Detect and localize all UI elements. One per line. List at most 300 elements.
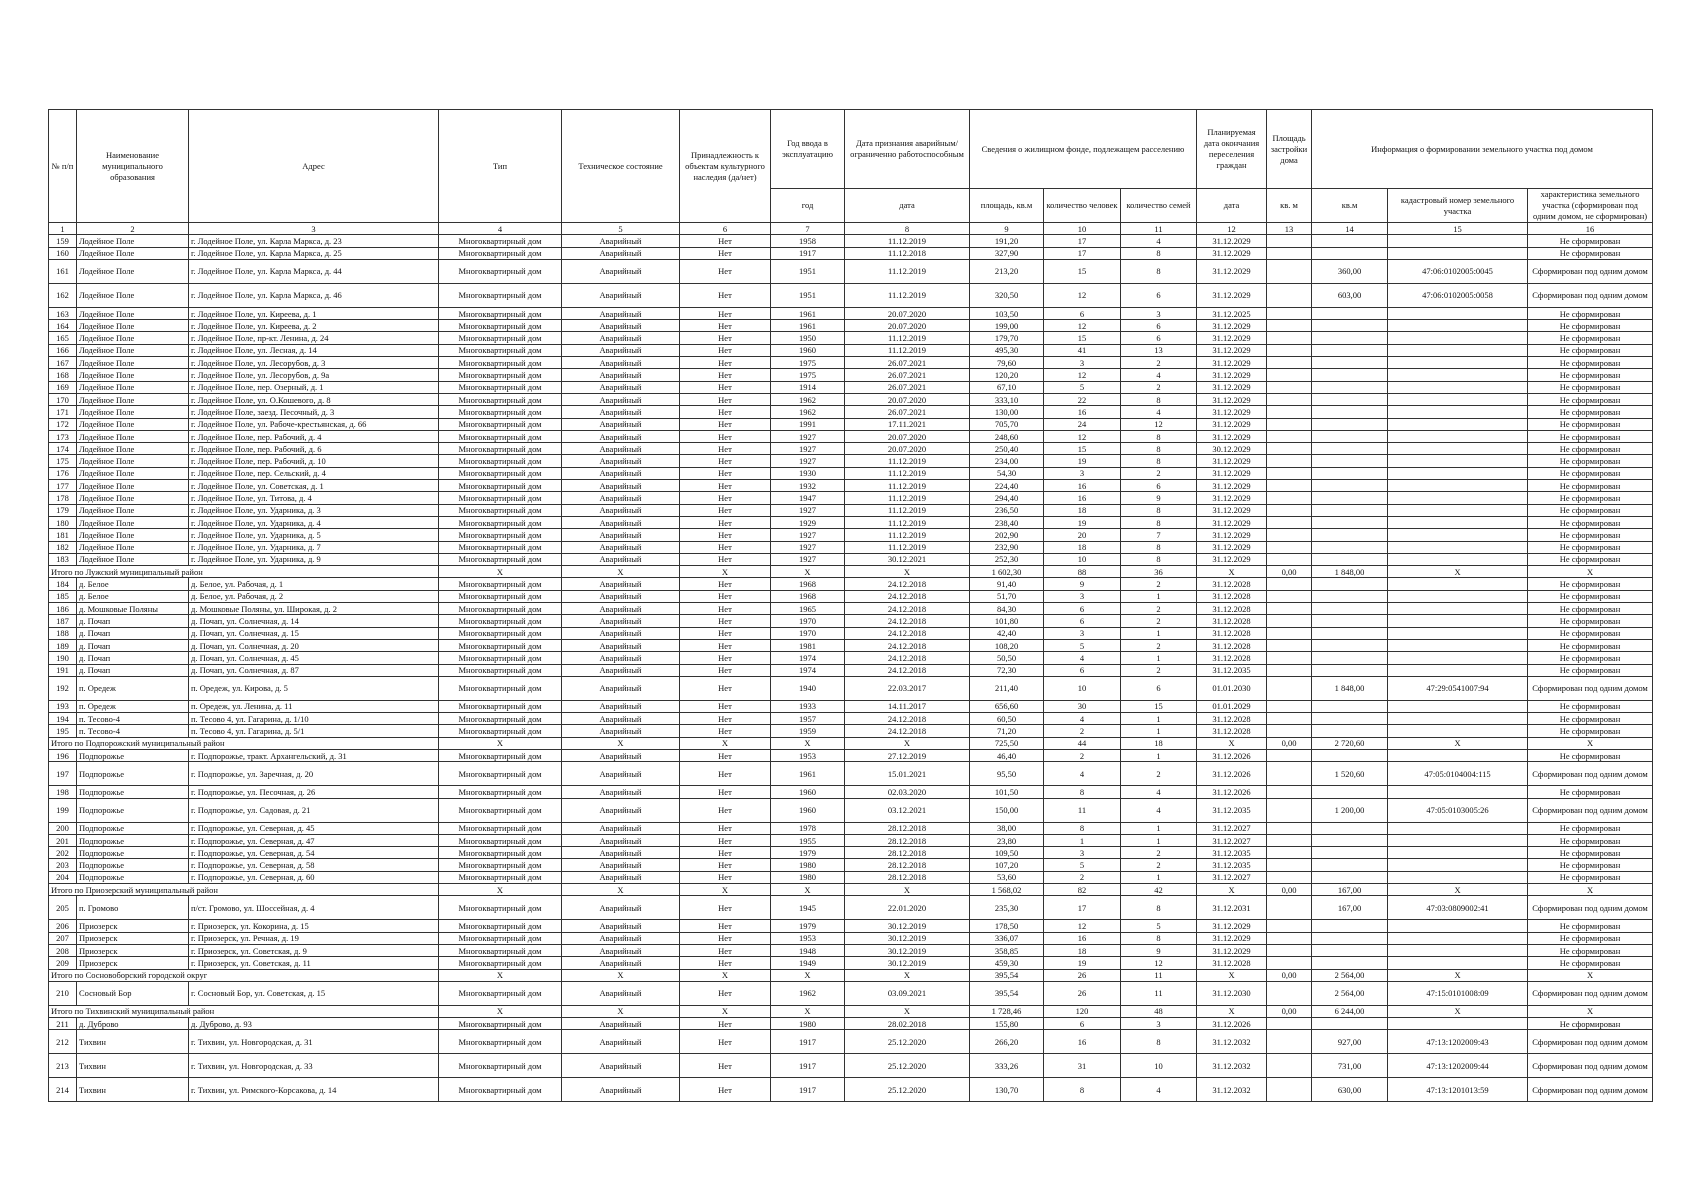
table-cell: 208 bbox=[49, 944, 77, 956]
table-cell: 1965 bbox=[771, 603, 845, 615]
table-cell bbox=[1388, 307, 1528, 319]
table-cell bbox=[1267, 590, 1312, 602]
table-cell: Не сформирован bbox=[1528, 957, 1653, 969]
table-cell: 11.12.2019 bbox=[845, 332, 970, 344]
table-cell: Сформирован под одним домом bbox=[1528, 798, 1653, 822]
table-cell: 1981 bbox=[771, 639, 845, 651]
table-row bbox=[49, 480, 1653, 492]
table-cell bbox=[1388, 344, 1528, 356]
table-cell: 47:05:0103005:26 bbox=[1388, 798, 1528, 822]
table-cell: Нет bbox=[680, 320, 771, 332]
table-cell: д. Белое, ул. Рабочая, д. 1 bbox=[189, 578, 439, 590]
table-cell bbox=[1388, 786, 1528, 798]
table-cell: Не сформирован bbox=[1528, 822, 1653, 834]
table-cell: 31.12.2029 bbox=[1197, 369, 1267, 381]
table-cell: 47:05:0104004:115 bbox=[1388, 762, 1528, 786]
table-cell: 22.01.2020 bbox=[845, 896, 970, 920]
table-cell: 1975 bbox=[771, 357, 845, 369]
table-cell: X bbox=[1197, 884, 1267, 896]
table-cell: Нет bbox=[680, 541, 771, 553]
table-cell: Аварийный bbox=[562, 332, 680, 344]
table-cell: 30 bbox=[1044, 700, 1121, 712]
table-cell: 71,20 bbox=[970, 725, 1044, 737]
table-cell: Многоквартирный дом bbox=[439, 590, 562, 602]
table-cell: 164 bbox=[49, 320, 77, 332]
table-cell: п/ст. Громово, ул. Шоссейная, д. 4 bbox=[189, 896, 439, 920]
table-cell: 31.12.2029 bbox=[1197, 320, 1267, 332]
table-cell: 3 bbox=[1121, 1018, 1197, 1030]
table-cell: Нет bbox=[680, 553, 771, 565]
table-cell: д. Дуброво bbox=[77, 1018, 189, 1030]
table-cell bbox=[1388, 418, 1528, 430]
table-cell: Аварийный bbox=[562, 822, 680, 834]
table-cell: 9 bbox=[1044, 578, 1121, 590]
table-cell: Многоквартирный дом bbox=[439, 834, 562, 846]
table-cell bbox=[1267, 700, 1312, 712]
table-cell: Многоквартирный дом bbox=[439, 786, 562, 798]
table-cell: 4 bbox=[1121, 406, 1197, 418]
table-cell: Тихвин bbox=[77, 1054, 189, 1078]
table-cell: 47:06:0102005:0058 bbox=[1388, 283, 1528, 307]
table-row bbox=[49, 762, 1653, 786]
table-row bbox=[49, 393, 1653, 405]
table-cell: Лодейное Поле bbox=[77, 259, 189, 283]
table-cell: 11.12.2019 bbox=[845, 480, 970, 492]
table-cell: Аварийный bbox=[562, 480, 680, 492]
table-row bbox=[49, 798, 1653, 822]
table-cell: 336,07 bbox=[970, 932, 1044, 944]
table-cell: X bbox=[771, 884, 845, 896]
table-cell: 1968 bbox=[771, 590, 845, 602]
table-cell: 1927 bbox=[771, 553, 845, 565]
table-cell: 11.12.2019 bbox=[845, 455, 970, 467]
table-cell bbox=[1388, 944, 1528, 956]
table-cell bbox=[1388, 443, 1528, 455]
table-cell: Лодейное Поле bbox=[77, 516, 189, 528]
table-cell: Многоквартирный дом bbox=[439, 847, 562, 859]
table-cell: 11.12.2019 bbox=[845, 283, 970, 307]
table-cell: 19 bbox=[1044, 455, 1121, 467]
table-cell: Не сформирован bbox=[1528, 369, 1653, 381]
table-cell: 24.12.2018 bbox=[845, 615, 970, 627]
table-cell: г. Приозерск, ул. Кокорина, д. 15 bbox=[189, 920, 439, 932]
table-cell bbox=[1267, 847, 1312, 859]
table-cell: 101,80 bbox=[970, 615, 1044, 627]
table-cell: 459,30 bbox=[970, 957, 1044, 969]
table-cell: 9 bbox=[1121, 944, 1197, 956]
table-cell: г. Подпорожье, ул. Северная, д. 54 bbox=[189, 847, 439, 859]
table-cell: 24.12.2018 bbox=[845, 664, 970, 676]
table-cell bbox=[1388, 957, 1528, 969]
table-cell bbox=[1267, 786, 1312, 798]
table-cell: 11.12.2019 bbox=[845, 529, 970, 541]
table-cell: 31.12.2029 bbox=[1197, 430, 1267, 442]
table-cell: 4 bbox=[1121, 798, 1197, 822]
table-cell: 186 bbox=[49, 603, 77, 615]
table-cell: 18 bbox=[1044, 944, 1121, 956]
table-cell: Не сформирован bbox=[1528, 725, 1653, 737]
table-cell: Многоквартирный дом bbox=[439, 957, 562, 969]
column-number: 6 bbox=[680, 223, 771, 235]
table-cell: 48 bbox=[1121, 1005, 1197, 1017]
table-cell: 1979 bbox=[771, 847, 845, 859]
table-cell: Нет bbox=[680, 516, 771, 528]
table-cell: Аварийный bbox=[562, 798, 680, 822]
table-row bbox=[49, 957, 1653, 969]
table-cell: Многоквартирный дом bbox=[439, 1054, 562, 1078]
table-cell: X bbox=[1197, 566, 1267, 578]
table-cell: 31.12.2028 bbox=[1197, 957, 1267, 969]
col-header-building-area: Площадь застройки дома bbox=[1267, 110, 1312, 189]
table-cell bbox=[1312, 652, 1388, 664]
table-cell: Нет bbox=[680, 944, 771, 956]
table-cell: п. Громово bbox=[77, 896, 189, 920]
table-cell: 31.12.2032 bbox=[1197, 1078, 1267, 1102]
table-cell: Аварийный bbox=[562, 1030, 680, 1054]
table-cell bbox=[1267, 381, 1312, 393]
table-row bbox=[49, 455, 1653, 467]
table-cell: 214 bbox=[49, 1078, 77, 1102]
table-cell: X bbox=[1197, 737, 1267, 749]
column-number: 5 bbox=[562, 223, 680, 235]
table-cell: Сформирован под одним домом bbox=[1528, 1054, 1653, 1078]
table-cell: Нет bbox=[680, 1018, 771, 1030]
table-cell: 8 bbox=[1044, 822, 1121, 834]
table-cell: 199 bbox=[49, 798, 77, 822]
table-cell bbox=[1267, 235, 1312, 247]
table-cell: д. Почап bbox=[77, 639, 189, 651]
table-cell: 28.12.2018 bbox=[845, 847, 970, 859]
table-cell: Многоквартирный дом bbox=[439, 541, 562, 553]
table-cell: 30.12.2019 bbox=[845, 932, 970, 944]
table-cell: 120,20 bbox=[970, 369, 1044, 381]
table-cell: X bbox=[1388, 884, 1528, 896]
table-cell: 1 bbox=[1121, 749, 1197, 761]
table-cell: 30.12.2019 bbox=[845, 957, 970, 969]
table-cell: Не сформирован bbox=[1528, 834, 1653, 846]
table-cell: п. Оредеж bbox=[77, 700, 189, 712]
table-cell: Аварийный bbox=[562, 944, 680, 956]
table-cell: 26 bbox=[1044, 969, 1121, 981]
table-cell: Аварийный bbox=[562, 553, 680, 565]
table-cell: Не сформирован bbox=[1528, 541, 1653, 553]
table-cell: 31.12.2029 bbox=[1197, 932, 1267, 944]
table-cell: Аварийный bbox=[562, 443, 680, 455]
table-cell: X bbox=[1528, 566, 1653, 578]
table-cell: 205 bbox=[49, 896, 77, 920]
table-cell: Многоквартирный дом bbox=[439, 529, 562, 541]
table-cell: Многоквартирный дом bbox=[439, 713, 562, 725]
table-cell: 30.12.2019 bbox=[845, 920, 970, 932]
table-cell: 155,80 bbox=[970, 1018, 1044, 1030]
table-cell: 1970 bbox=[771, 615, 845, 627]
table-cell: Аварийный bbox=[562, 406, 680, 418]
table-cell: Нет bbox=[680, 344, 771, 356]
table-cell: Многоквартирный дом bbox=[439, 920, 562, 932]
table-cell: 8 bbox=[1121, 541, 1197, 553]
column-number: 2 bbox=[77, 223, 189, 235]
table-cell: Аварийный bbox=[562, 467, 680, 479]
table-cell bbox=[1312, 615, 1388, 627]
table-cell bbox=[1267, 406, 1312, 418]
table-cell: 213 bbox=[49, 1054, 77, 1078]
table-cell: Нет bbox=[680, 1054, 771, 1078]
table-cell: 28.02.2018 bbox=[845, 1018, 970, 1030]
col-header-recognition-date: Дата признания аварийным/ограниченно работоспособным bbox=[845, 110, 970, 189]
table-cell: Подпорожье bbox=[77, 859, 189, 871]
table-cell bbox=[1312, 627, 1388, 639]
table-cell bbox=[1267, 859, 1312, 871]
table-cell: д. Почап, ул. Солнечная, д. 45 bbox=[189, 652, 439, 664]
table-cell: 234,00 bbox=[970, 455, 1044, 467]
table-cell: X bbox=[439, 1005, 562, 1017]
table-cell: 31.12.2027 bbox=[1197, 871, 1267, 883]
table-cell: 1948 bbox=[771, 944, 845, 956]
table-cell bbox=[1388, 578, 1528, 590]
table-cell bbox=[1388, 822, 1528, 834]
table-cell: Нет bbox=[680, 615, 771, 627]
table-cell: Не сформирован bbox=[1528, 430, 1653, 442]
table-cell: Лодейное Поле bbox=[77, 455, 189, 467]
table-cell bbox=[1267, 627, 1312, 639]
table-cell: Нет bbox=[680, 259, 771, 283]
table-row bbox=[49, 406, 1653, 418]
table-cell: Аварийный bbox=[562, 455, 680, 467]
table-cell bbox=[1388, 749, 1528, 761]
table-cell: Многоквартирный дом bbox=[439, 615, 562, 627]
table-cell: Приозерск bbox=[77, 920, 189, 932]
table-cell bbox=[1388, 590, 1528, 602]
column-number: 16 bbox=[1528, 223, 1653, 235]
column-number: 7 bbox=[771, 223, 845, 235]
table-cell bbox=[1267, 344, 1312, 356]
table-cell: 22 bbox=[1044, 393, 1121, 405]
table-cell: 191 bbox=[49, 664, 77, 676]
table-cell: 1974 bbox=[771, 652, 845, 664]
table-cell: 166 bbox=[49, 344, 77, 356]
table-cell: 161 bbox=[49, 259, 77, 283]
table-cell: Многоквартирный дом bbox=[439, 492, 562, 504]
table-cell: 28.12.2018 bbox=[845, 834, 970, 846]
table-cell: Нет bbox=[680, 332, 771, 344]
table-cell: Подпорожье bbox=[77, 749, 189, 761]
table-cell bbox=[1388, 615, 1528, 627]
table-cell: Нет bbox=[680, 247, 771, 259]
table-cell: 1962 bbox=[771, 406, 845, 418]
table-cell: 395,54 bbox=[970, 969, 1044, 981]
table-cell: Многоквартирный дом bbox=[439, 430, 562, 442]
table-cell: Аварийный bbox=[562, 235, 680, 247]
table-cell: Не сформирован bbox=[1528, 381, 1653, 393]
table-cell: 16 bbox=[1044, 406, 1121, 418]
table-cell: 15 bbox=[1044, 443, 1121, 455]
table-cell: X bbox=[845, 737, 970, 749]
table-row bbox=[49, 834, 1653, 846]
column-number-row bbox=[49, 223, 1653, 235]
table-cell bbox=[1267, 822, 1312, 834]
table-cell: 333,26 bbox=[970, 1054, 1044, 1078]
table-cell bbox=[1388, 357, 1528, 369]
table-cell: 11.12.2019 bbox=[845, 541, 970, 553]
table-cell: 1980 bbox=[771, 1018, 845, 1030]
table-cell: 1 728,46 bbox=[970, 1005, 1044, 1017]
subtotal-label: Итого по Подпорожский муниципальный район bbox=[49, 737, 439, 749]
table-cell bbox=[1388, 369, 1528, 381]
table-cell: Нет bbox=[680, 749, 771, 761]
table-cell: г. Лодейное Поле, ул. Киреева, д. 1 bbox=[189, 307, 439, 319]
table-cell: X bbox=[771, 737, 845, 749]
table-cell: X bbox=[439, 884, 562, 896]
table-cell: Аварийный bbox=[562, 529, 680, 541]
table-cell: 1 848,00 bbox=[1312, 566, 1388, 578]
table-cell: 168 bbox=[49, 369, 77, 381]
table-cell: Не сформирован bbox=[1528, 393, 1653, 405]
table-cell: 167,00 bbox=[1312, 896, 1388, 920]
table-cell: Сформирован под одним домом bbox=[1528, 981, 1653, 1005]
table-cell bbox=[1312, 504, 1388, 516]
table-cell: 320,50 bbox=[970, 283, 1044, 307]
table-cell: 31.12.2031 bbox=[1197, 896, 1267, 920]
table-cell: 2 bbox=[1044, 725, 1121, 737]
table-cell bbox=[1312, 357, 1388, 369]
col-header-housing-group: Сведения о жилищном фонде, подлежащем расселению bbox=[970, 110, 1197, 189]
table-cell: 5 bbox=[1044, 859, 1121, 871]
table-cell bbox=[1312, 381, 1388, 393]
table-cell: 6 bbox=[1121, 480, 1197, 492]
table-cell: 0,00 bbox=[1267, 737, 1312, 749]
table-cell: 19 bbox=[1044, 516, 1121, 528]
table-cell: 1958 bbox=[771, 235, 845, 247]
table-cell bbox=[1312, 603, 1388, 615]
table-cell: Не сформирован bbox=[1528, 320, 1653, 332]
table-cell: 2 bbox=[1121, 615, 1197, 627]
table-cell: 16 bbox=[1044, 932, 1121, 944]
table-cell: 731,00 bbox=[1312, 1054, 1388, 1078]
table-cell: 31.12.2035 bbox=[1197, 798, 1267, 822]
table-cell: Нет bbox=[680, 639, 771, 651]
table-cell: Нет bbox=[680, 369, 771, 381]
table-cell: 12 bbox=[1044, 283, 1121, 307]
sub-header-sqm: кв. м bbox=[1267, 189, 1312, 223]
table-cell: г. Лодейное Поле, пер. Рабочий, д. 6 bbox=[189, 443, 439, 455]
table-row bbox=[49, 847, 1653, 859]
table-cell: 1917 bbox=[771, 247, 845, 259]
table-cell: 1962 bbox=[771, 393, 845, 405]
table-cell bbox=[1312, 920, 1388, 932]
table-cell: Аварийный bbox=[562, 492, 680, 504]
table-cell: 192 bbox=[49, 676, 77, 700]
table-cell: 178,50 bbox=[970, 920, 1044, 932]
table-cell: 31.12.2028 bbox=[1197, 578, 1267, 590]
table-cell: 82 bbox=[1044, 884, 1121, 896]
table-cell: Аварийный bbox=[562, 834, 680, 846]
table-cell: Лодейное Поле bbox=[77, 332, 189, 344]
table-cell: 11.12.2019 bbox=[845, 344, 970, 356]
table-cell: 2 bbox=[1121, 859, 1197, 871]
table-cell: 24.12.2018 bbox=[845, 578, 970, 590]
table-cell: X bbox=[771, 969, 845, 981]
table-cell: Не сформирован bbox=[1528, 529, 1653, 541]
table-cell: Не сформирован bbox=[1528, 615, 1653, 627]
table-cell: 1927 bbox=[771, 504, 845, 516]
table-cell: Не сформирован bbox=[1528, 492, 1653, 504]
table-cell: 1957 bbox=[771, 713, 845, 725]
table-cell: Не сформирован bbox=[1528, 932, 1653, 944]
table-cell: 1 520,60 bbox=[1312, 762, 1388, 786]
table-cell: 2 bbox=[1044, 871, 1121, 883]
table-cell: 31.12.2029 bbox=[1197, 944, 1267, 956]
table-cell: 31.12.2029 bbox=[1197, 467, 1267, 479]
table-cell: 725,50 bbox=[970, 737, 1044, 749]
table-cell: Подпорожье bbox=[77, 786, 189, 798]
table-cell: Тихвин bbox=[77, 1078, 189, 1102]
table-row bbox=[49, 357, 1653, 369]
table-cell: X bbox=[1528, 884, 1653, 896]
table-cell: Аварийный bbox=[562, 676, 680, 700]
table-cell: 79,60 bbox=[970, 357, 1044, 369]
table-cell: Аварийный bbox=[562, 725, 680, 737]
table-cell bbox=[1267, 307, 1312, 319]
table-cell: 01.01.2030 bbox=[1197, 676, 1267, 700]
table-cell: Аварийный bbox=[562, 920, 680, 932]
table-cell: 31.12.2029 bbox=[1197, 344, 1267, 356]
table-cell: 193 bbox=[49, 700, 77, 712]
table-cell: Многоквартирный дом bbox=[439, 603, 562, 615]
column-number: 10 bbox=[1044, 223, 1121, 235]
table-cell: 1968 bbox=[771, 578, 845, 590]
table-cell: Не сформирован bbox=[1528, 578, 1653, 590]
table-cell: 17 bbox=[1044, 247, 1121, 259]
table-cell bbox=[1312, 786, 1388, 798]
table-cell: Нет bbox=[680, 467, 771, 479]
table-cell bbox=[1267, 529, 1312, 541]
table-cell: 1951 bbox=[771, 283, 845, 307]
table-cell: Аварийный bbox=[562, 932, 680, 944]
table-cell bbox=[1267, 541, 1312, 553]
table-cell bbox=[1312, 871, 1388, 883]
table-header bbox=[49, 110, 1653, 235]
table-cell: X bbox=[1388, 969, 1528, 981]
table-row bbox=[49, 578, 1653, 590]
table-row bbox=[49, 541, 1653, 553]
table-cell: 31.12.2026 bbox=[1197, 786, 1267, 798]
table-cell: 1975 bbox=[771, 369, 845, 381]
table-cell: г. Лодейное Поле, ул. Лесная, д. 14 bbox=[189, 344, 439, 356]
table-row bbox=[49, 320, 1653, 332]
table-cell: Аварийный bbox=[562, 590, 680, 602]
col-header-heritage: Принадлежность к объектам культурного наследия (да/нет) bbox=[680, 110, 771, 223]
table-cell: Многоквартирный дом bbox=[439, 932, 562, 944]
table-cell: Нет bbox=[680, 896, 771, 920]
table-cell: 1 602,30 bbox=[970, 566, 1044, 578]
table-cell: Аварийный bbox=[562, 320, 680, 332]
table-cell: п. Тесово 4, ул. Гагарина, д. 1/10 bbox=[189, 713, 439, 725]
table-cell: 24.12.2018 bbox=[845, 725, 970, 737]
table-cell: 20.07.2020 bbox=[845, 443, 970, 455]
table-row bbox=[49, 492, 1653, 504]
table-cell: X bbox=[1388, 1005, 1528, 1017]
table-cell: 12 bbox=[1044, 430, 1121, 442]
table-cell bbox=[1312, 247, 1388, 259]
table-cell: Не сформирован bbox=[1528, 516, 1653, 528]
table-cell: 91,40 bbox=[970, 578, 1044, 590]
table-cell bbox=[1388, 700, 1528, 712]
table-row bbox=[49, 235, 1653, 247]
table-cell bbox=[1267, 798, 1312, 822]
subtotal-row bbox=[49, 566, 1653, 578]
table-cell: Многоквартирный дом bbox=[439, 369, 562, 381]
table-cell: Аварийный bbox=[562, 381, 680, 393]
